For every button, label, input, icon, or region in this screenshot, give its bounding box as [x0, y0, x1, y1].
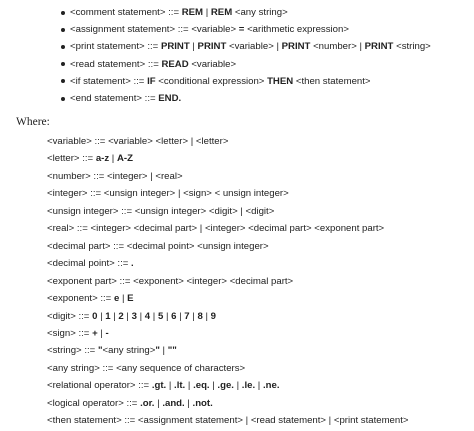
keyword-token: - [105, 327, 109, 339]
text-token: | [163, 310, 172, 322]
rule-text [70, 90, 181, 107]
text-token: <comment statement> ::= [70, 7, 182, 18]
text-token: | [123, 310, 132, 322]
text-token: | [209, 380, 218, 392]
keyword-token: 2 [118, 310, 124, 322]
keyword-token: REM [181, 7, 204, 18]
text-token: | [154, 397, 163, 409]
keyword-token: + [92, 327, 98, 339]
text-token: <logical operator> ::= [47, 397, 141, 409]
text-token: <number> | [310, 41, 365, 53]
keyword-token: PRINT [364, 41, 394, 53]
keyword-token: 3 [131, 310, 137, 322]
keyword-token: .le. [241, 380, 256, 392]
keyword-token: .not. [192, 397, 213, 409]
keyword-token: A-Z [116, 153, 133, 165]
definition-line [47, 150, 133, 167]
rule-text [70, 56, 236, 73]
text-token: <number> ::= <integer> | <real> [47, 170, 183, 182]
text-token: | [202, 310, 211, 322]
text-token: <any string> ::= <any sequence of characters> [47, 362, 246, 374]
text-token: | [119, 293, 128, 305]
keyword-token: .or. [140, 397, 155, 409]
keyword-token: .ge. [217, 380, 234, 392]
text-token: <conditional expression> [155, 75, 268, 87]
keyword-token: .eq. [193, 380, 210, 392]
text-token: <integer> ::= <unsign integer> | <sign> < unsign integer> [47, 188, 289, 200]
text-token: <string> ::= [47, 345, 98, 357]
text-token: <then statement> [293, 75, 371, 87]
text-token: | [110, 310, 119, 322]
definition-line [47, 238, 269, 255]
keyword-token: e [113, 293, 120, 305]
definition-line [47, 168, 183, 185]
rule-text [70, 73, 371, 90]
rule-text [70, 4, 288, 21]
keyword-token: .ne. [262, 380, 280, 392]
text-token: | [176, 310, 185, 322]
definition-line [47, 203, 274, 220]
text-token: <any string> [232, 7, 288, 18]
keyword-token: 0 [92, 310, 98, 322]
definition-line [47, 255, 134, 272]
rule-text [70, 38, 431, 55]
text-token: | [159, 345, 168, 357]
text-token: <unsign integer> ::= <unsign integer> <digit> | <digit> [47, 205, 275, 217]
keyword-token: 6 [171, 310, 177, 322]
text-token: <exponent part> ::= <exponent> <integer> <decimal part> [47, 275, 294, 287]
text-token: <decimal part> ::= <decimal point> <unsign integer> [47, 240, 269, 252]
text-token: <any string> [102, 345, 156, 357]
keyword-token: 5 [157, 310, 164, 322]
keyword-token: = [238, 24, 245, 36]
keyword-token: THEN [267, 75, 294, 87]
text-token: <end statement> ::= [70, 93, 159, 104]
text-token: <digit> ::= [47, 310, 93, 322]
definition-line [47, 133, 228, 150]
text-token: | [189, 41, 198, 53]
text-token: <then statement> ::= <assignment statement> | <read statement> | <print statement> [47, 415, 409, 427]
definition-line [47, 395, 213, 412]
keyword-token: .lt. [174, 380, 186, 392]
bullet-icon [61, 62, 65, 66]
definition-line [47, 220, 384, 237]
keyword-token: 9 [210, 310, 216, 322]
keyword-token: " [155, 345, 160, 357]
keyword-token: REM [210, 7, 233, 18]
text-token: <real> ::= <integer> <decimal part> | <integer> <decimal part> <exponent part> [47, 223, 385, 235]
text-token: | [255, 380, 263, 392]
bullet-icon [61, 97, 65, 101]
text-token: <string> [393, 41, 431, 53]
keyword-token: . [131, 258, 134, 270]
text-token: <variable> [188, 58, 237, 70]
text-token: <assignment statement> ::= <variable> [70, 24, 239, 36]
keyword-token: " [97, 345, 103, 357]
text-token: <variable> ::= <variable> <letter> | <letter> [47, 136, 229, 147]
keyword-token: E [127, 293, 134, 305]
text-token: | [97, 327, 106, 339]
keyword-token: .and. [162, 397, 185, 409]
text-token: <relational operator> ::= [47, 380, 152, 392]
text-token: | [184, 397, 193, 409]
text-token: <sign> ::= [47, 327, 93, 339]
definition-line [47, 412, 409, 429]
text-token: | [203, 7, 211, 18]
definition-line [47, 360, 245, 377]
keyword-token: a-z [95, 153, 110, 165]
keyword-token: 1 [105, 310, 111, 322]
text-token: <variable> | [226, 41, 282, 53]
keyword-token: "" [167, 345, 177, 357]
text-token: <letter> ::= [47, 153, 96, 165]
text-token: <decimal point> ::= [47, 258, 131, 270]
bullet-icon [61, 45, 65, 49]
keyword-token: 4 [144, 310, 151, 322]
text-token: | [97, 310, 106, 322]
definition-line [47, 377, 279, 394]
definition-line [47, 290, 134, 307]
definition-line [47, 342, 177, 359]
text-token: | [109, 153, 117, 165]
definition-line [47, 325, 109, 342]
where-label: Where: [16, 116, 50, 128]
bullet-icon [61, 11, 65, 15]
text-token: <if statement> ::= [70, 75, 148, 87]
keyword-token: PRINT [197, 41, 227, 53]
text-token: | [150, 310, 158, 322]
keyword-token: PRINT [281, 41, 311, 53]
definition-line [47, 273, 293, 290]
text-token: <exponent> ::= [47, 293, 114, 305]
keyword-token: 7 [184, 310, 190, 322]
text-token: | [185, 380, 194, 392]
text-token: | [189, 310, 198, 322]
text-token: <arithmetic expression> [244, 24, 349, 36]
keyword-token: READ [161, 58, 189, 70]
keyword-token: END. [158, 93, 182, 104]
text-token: | [136, 310, 145, 322]
text-token: <read statement> ::= [70, 58, 162, 70]
keyword-token: .gt. [151, 380, 167, 392]
keyword-token: PRINT [160, 41, 190, 53]
keyword-token: 8 [197, 310, 203, 322]
text-token: <print statement> ::= [70, 41, 161, 53]
text-token: | [233, 380, 242, 392]
bullet-icon [61, 79, 65, 83]
text-token: | [166, 380, 175, 392]
rule-text [70, 21, 349, 38]
bullet-icon [61, 28, 65, 32]
keyword-token: IF [147, 75, 156, 87]
definition-line [47, 308, 216, 325]
definition-line [47, 185, 289, 202]
